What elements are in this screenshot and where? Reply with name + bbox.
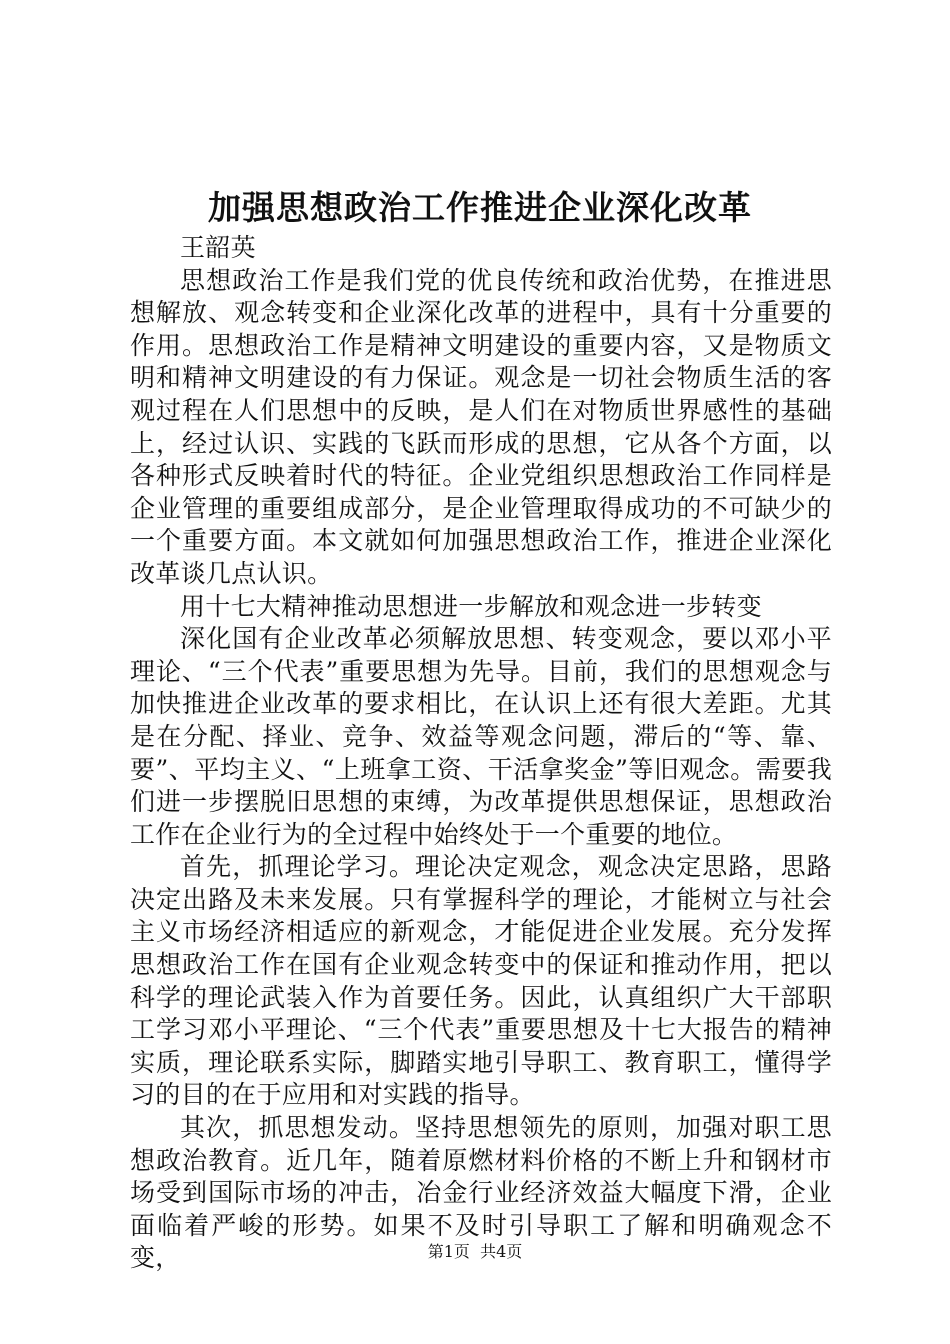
page-number: 第1页: [427, 1242, 470, 1261]
author-name: 王韶英: [180, 233, 256, 262]
section-heading: 用十七大精神推动思想进一步解放和观念进一步转变: [180, 591, 762, 621]
page-total: 共4页: [480, 1242, 523, 1261]
paragraph: 其次，抓思想发动。坚持思想领先的原则，加强对职工思想政治教育。近几年，随着原燃材料价格的不断上升和钢材市场受到国际市场的冲击，冶金行业经济效益大幅度下滑，企业面临着严峻的形势。如果不及时引导职工了解和明确观念不变，: [130, 1113, 832, 1273]
document-body: [130, 232, 832, 1275]
paragraph-intro: 思想政治工作是我们党的优良传统和政治优势，在推进思想解放、观念转变和企业深化改革的进程中，具有十分重要的作用。思想政治工作是精神文明建设的重要内容，又是物质文明和精神文明建设的有力保证。观念是一切社会物质生活的客观过程在人们思想中的反映，是人们在对物质世界感性的基础上，经过认识、实践的飞跃而形成的思想，它从各个方面，以各种形式反映着时代的特征。企业党组织思想政治工作同样是企业管理的重要组成部分，是企业管理取得成功的不可缺少的一个重要方面。本文就如何加强思想政治工作，推进企业深化改革谈几点认识。: [130, 265, 832, 588]
document-title: 加强思想政治工作推进企业深化改革: [208, 188, 752, 227]
page-footer: [0, 1242, 950, 1262]
paragraph: 深化国有企业改革必须解放思想、转变观念，要以邓小平理论、“三个代表”重要思想为先导。目前，我们的思想观念与加快推进企业改革的要求相比，在认识上还有很大差距。尤其是在分配、择业、竞争、效益等观念问题，滞后的“等、靠、要”、平均主义、“上班拿工资、干活拿奖金”等旧观念。需要我们进一步摆脱旧思想的束缚，为改革提供思想保证，思想政治工作在企业行为的全过程中始终处于一个重要的地位。: [130, 624, 832, 849]
paragraph: 首先，抓理论学习。理论决定观念，观念决定思路，思路决定出路及未来发展。只有掌握科学的理论，才能树立与社会主义市场经济相适应的新观念，才能促进企业发展。充分发挥思想政治工作在国有企业观念转变中的保证和推动作用，把以科学的理论武装入作为首要任务。因此，认真组织广大干部职工学习邓小平理论、“三个代表”重要思想及十七大报告的精神实质，理论联系实际，脚踏实地引导职工、教育职工，懂得学习的目的在于应用和对实践的指导。: [130, 852, 832, 1110]
